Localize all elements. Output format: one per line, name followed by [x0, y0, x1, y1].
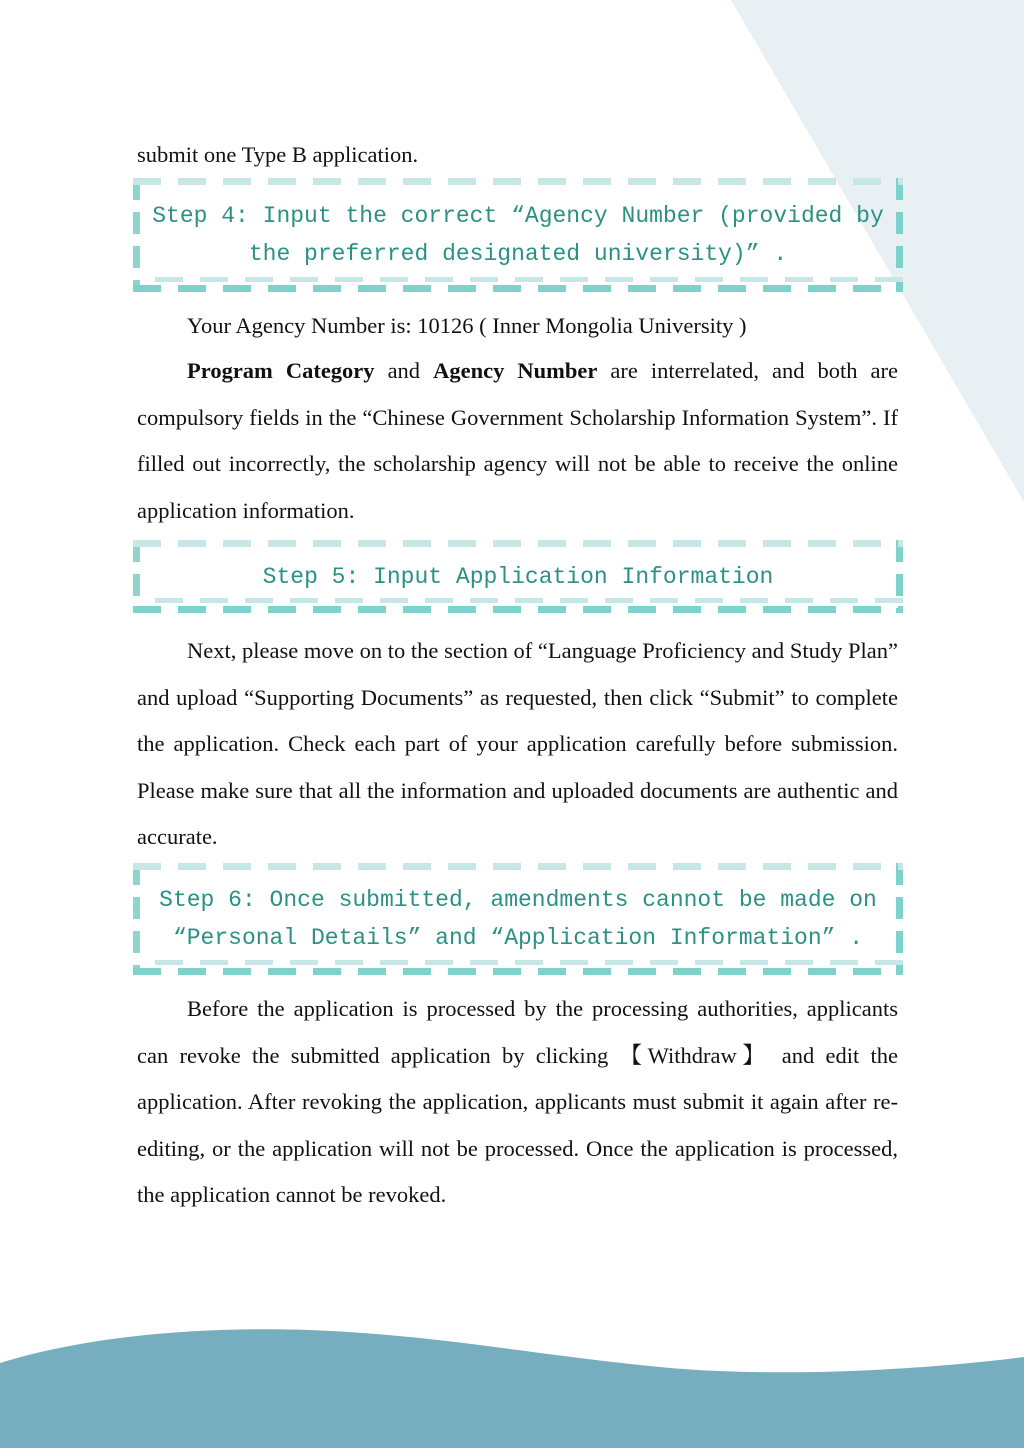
step5-heading-line1: Step 5: Input Application Information [262, 563, 774, 590]
step6-heading-line2: “Personal Details” and “Application Information” . [172, 925, 864, 951]
step5-heading-box [133, 540, 903, 613]
program-category-paragraph: Program Category and Agency Number are interrelated, and both are compulsory fields in the “Chinese Government Scholarship Information System”. If filled out incorrectly, the scholarship agency will not be able to receive the online application information. [137, 358, 898, 523]
step6-heading-box [133, 863, 903, 975]
withdraw-paragraph: Before the application is processed by the processing authorities, applicants can revoke the submitted application by clicking 【Withdraw】 and edit the application. After revoking the application, applicants must submit it again after re-editing, or the application will not be processed. Once the application is processed, the application cannot be revoked. [137, 996, 898, 1207]
step4-heading-line2: the preferred designated university)” . [248, 241, 788, 267]
footer-wave-decoration [0, 1320, 1024, 1448]
application-info-paragraph: Next, please move on to the section of “Language Proficiency and Study Plan” and upload “Supporting Documents” as requested, then click “Submit” to complete the application. Check each part of your application carefully before submission. Please make sure that all the information and uploaded documents are authentic and accurate. [137, 638, 898, 849]
agency-number-line: Your Agency Number is: 10126 ( Inner Mongolia University ) [187, 313, 747, 338]
step4-heading-line1: Step 4: Input the correct “Agency Number (provided by [152, 203, 884, 229]
step4-heading-box [133, 178, 903, 292]
intro-line: submit one Type B application. [137, 142, 419, 167]
step6-heading-line1: Step 6: Once submitted, amendments cannot be made on [159, 887, 877, 913]
